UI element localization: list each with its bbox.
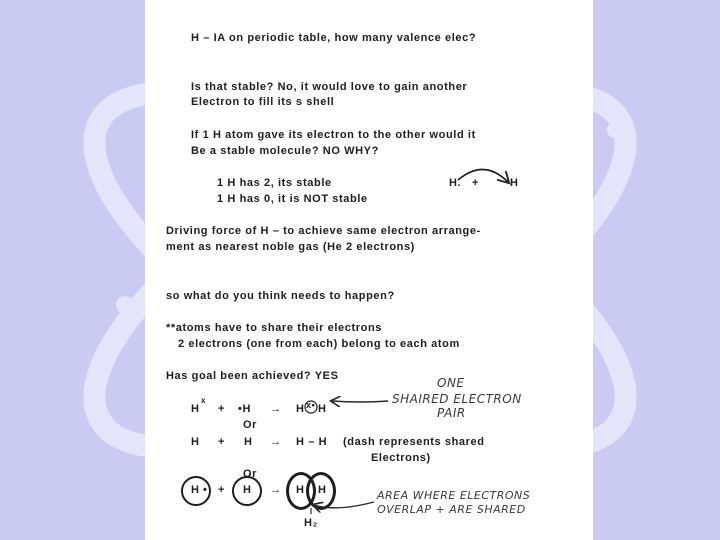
eq2-left-atom: H bbox=[191, 436, 200, 448]
eq1-shared-pair: x• bbox=[306, 400, 316, 410]
eq3-plus: + bbox=[218, 484, 226, 496]
eq1-electron-x: x bbox=[201, 396, 207, 405]
eq1-plus: + bbox=[218, 403, 226, 415]
eq1-left-atom: H bbox=[191, 403, 200, 415]
eq3-product-h-right: H bbox=[318, 484, 327, 496]
line-what-happens: so what do you think needs to happen? bbox=[166, 290, 395, 302]
line-two-electrons: 2 electrons (one from each) belong to each atom bbox=[178, 338, 460, 350]
eq3-left-electron: • bbox=[203, 484, 208, 496]
eq1-arrow: → bbox=[270, 403, 282, 415]
eq1-product-h2: H bbox=[318, 403, 327, 415]
eq2-note-line1: (dash represents shared bbox=[343, 436, 485, 448]
transfer-plus: + bbox=[472, 177, 480, 189]
line-driving-force: Driving force of H – to achieve same electron arrange- bbox=[166, 225, 481, 237]
eq3-molecule-label: H₂ bbox=[304, 517, 319, 529]
eq2-product: H – H bbox=[296, 436, 328, 448]
eq1-right-atom: •H bbox=[238, 403, 251, 415]
line-give-electron: If 1 H atom gave its electron to the other would it bbox=[191, 129, 476, 141]
eq2-right-atom: H bbox=[244, 436, 253, 448]
transfer-right-atom: H bbox=[510, 177, 519, 189]
eq3-right-atom: H bbox=[243, 484, 252, 496]
eq2-plus: + bbox=[218, 436, 226, 448]
line-stable-question: Is that stable? No, it would love to gain another bbox=[191, 81, 468, 93]
or-label-1: Or bbox=[243, 419, 258, 431]
eq3-left-atom: H bbox=[191, 484, 200, 496]
eq3-product-h-left: H bbox=[296, 484, 305, 496]
transfer-left-atom: H. bbox=[449, 177, 462, 189]
line-stable-molecule: Be a stable molecule? NO WHY? bbox=[191, 145, 379, 157]
eq3-arrow: → bbox=[270, 484, 282, 496]
line-h-has-2: 1 H has 2, its stable bbox=[217, 177, 332, 189]
annotation-area-overlap-2: OVERLAP + ARE SHARED bbox=[377, 503, 526, 516]
or-label-2: Or bbox=[243, 468, 258, 480]
line-fill-shell: Electron to fill its s shell bbox=[191, 96, 335, 108]
eq2-arrow: → bbox=[270, 436, 282, 448]
eq2-note-line2: Electrons) bbox=[371, 452, 431, 464]
annotation-pair: PAIR bbox=[437, 406, 466, 420]
annotation-shared-electron: SHAIRED ELECTRON bbox=[392, 392, 522, 406]
line-share-electrons: **atoms have to share their electrons bbox=[166, 322, 382, 334]
line-goal-achieved: Has goal been achieved? YES bbox=[166, 370, 339, 382]
line-valence-question: H – IA on periodic table, how many valence elec? bbox=[191, 32, 477, 44]
annotation-area-overlap-1: AREA WHERE ELECTRONS bbox=[377, 489, 531, 502]
eq1-product-h: H bbox=[296, 403, 305, 415]
line-noble-gas: ment as nearest noble gas (He 2 electrons) bbox=[166, 241, 415, 253]
line-h-has-0: 1 H has 0, it is NOT stable bbox=[217, 193, 368, 205]
annotation-one: ONE bbox=[437, 376, 465, 390]
